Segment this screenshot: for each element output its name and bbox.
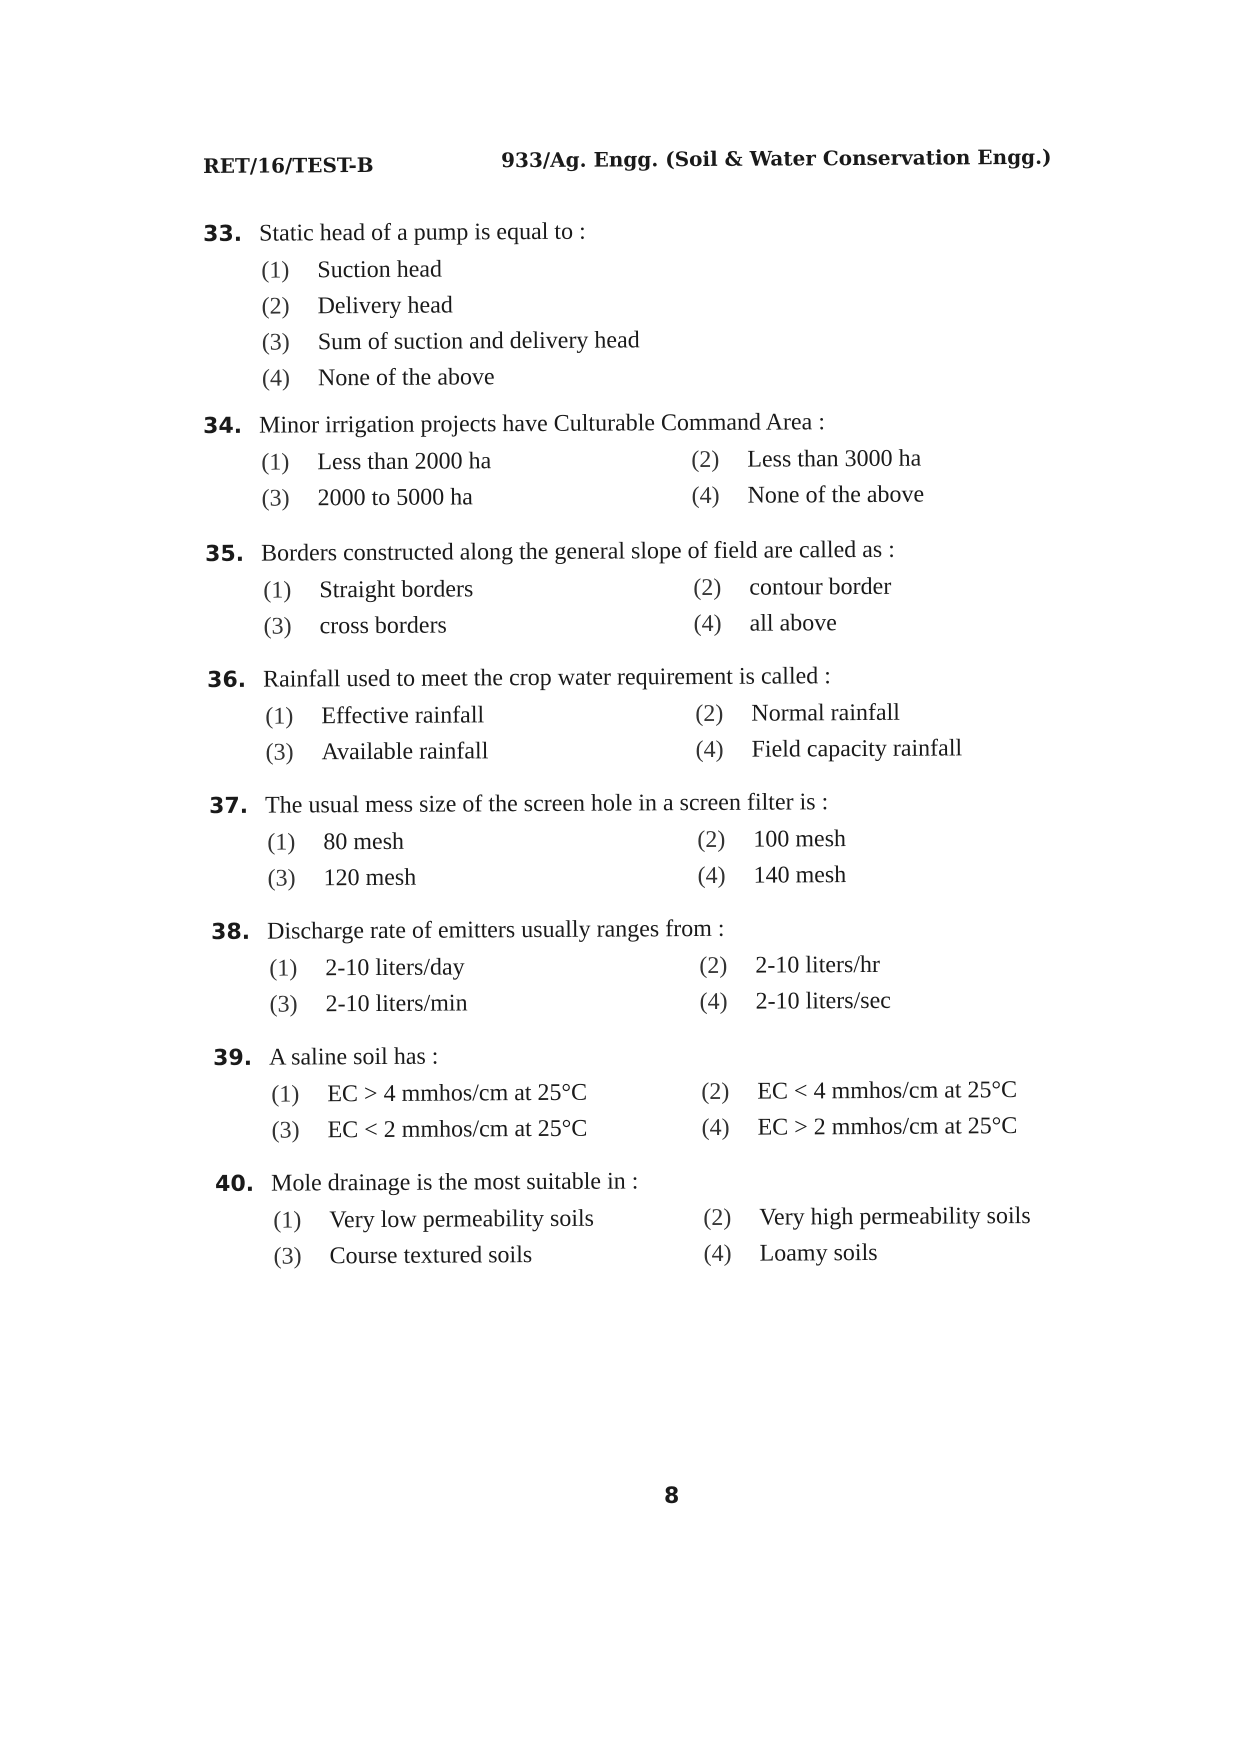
answer-option (262, 359, 495, 396)
option-text: 2-10 liters/day (325, 954, 465, 982)
answer-option (271, 1111, 587, 1149)
answer-option (271, 1075, 587, 1113)
option-text: EC < 4 mmhos/cm at 25°C (757, 1077, 1018, 1105)
answer-option (701, 1072, 1017, 1110)
option-text: Field capacity rainfall (751, 735, 963, 763)
option-text: EC > 2 mmhos/cm at 25°C (757, 1113, 1018, 1141)
option-text: Less than 3000 ha (747, 445, 922, 473)
option-text: Course textured soils (329, 1242, 533, 1270)
option-label: (2) (697, 826, 726, 854)
option-text: 2-10 liters/sec (755, 987, 891, 1015)
option-row (261, 440, 1103, 481)
option-row (269, 982, 1111, 1023)
option-text: Straight borders (319, 576, 474, 604)
option-row (261, 476, 1103, 517)
option-label: (2) (693, 574, 722, 602)
option-label: (3) (263, 613, 292, 640)
question-number: 38. (211, 919, 251, 945)
option-text: Very high permeability soils (759, 1203, 1031, 1231)
answer-option (701, 1108, 1017, 1146)
option-row (265, 730, 1107, 771)
option-label: (2) (695, 700, 724, 728)
question-stem (207, 657, 1107, 699)
subject-title: 933/Ag. Engg. (Soil & Water Conservation Engg.) (500, 144, 1052, 173)
option-text: 80 mesh (323, 828, 405, 856)
option-row (263, 604, 1105, 645)
option-row (263, 568, 1105, 609)
page-number: 8 (664, 1484, 680, 1509)
option-row (271, 1108, 1113, 1149)
question-number: 34. (203, 413, 243, 439)
option-label: (1) (261, 449, 290, 476)
option-label: (3) (267, 865, 296, 892)
question-text: A saline soil has : (269, 1043, 439, 1071)
answer-option (703, 1235, 877, 1272)
option-label: (4) (691, 482, 720, 510)
option-label: (3) (261, 485, 290, 512)
option-text: Sum of suction and delivery head (317, 327, 640, 356)
option-row (269, 946, 1111, 987)
option-label: (4) (699, 988, 728, 1016)
answer-option (695, 695, 900, 732)
option-text: cross borders (319, 612, 447, 640)
answer-option (691, 441, 921, 478)
option-label: (2) (699, 952, 728, 980)
option-label: (3) (271, 1117, 300, 1144)
option-label: (3) (265, 739, 294, 766)
option-label: (3) (273, 1243, 302, 1270)
option-row (271, 1072, 1113, 1113)
option-label: (4) (261, 365, 291, 392)
question-stem (205, 531, 1105, 573)
answer-option (267, 860, 416, 897)
answer-option (265, 697, 484, 734)
question-number: 37. (209, 793, 249, 819)
question-block (203, 211, 1104, 397)
options-list (265, 694, 1107, 771)
option-label: (1) (261, 257, 290, 284)
question-block (209, 783, 1110, 897)
answer-option (265, 733, 488, 770)
option-row (273, 1198, 1115, 1239)
answer-option (697, 821, 846, 858)
answer-option (695, 730, 962, 768)
option-row (267, 856, 1109, 897)
question-text: Mole drainage is the most suitable in : (271, 1168, 639, 1197)
option-text: contour border (749, 573, 892, 601)
option-text: Loamy soils (759, 1239, 878, 1267)
option-row (262, 320, 1104, 361)
option-label: (2) (691, 446, 720, 474)
option-text: Less than 2000 ha (317, 448, 492, 476)
option-label: (1) (265, 703, 294, 730)
paper-code: RET/16/TEST-B (203, 152, 374, 178)
answer-option (693, 569, 891, 606)
option-label: (2) (701, 1078, 730, 1106)
question-block (207, 657, 1108, 771)
option-text: 2-10 liters/min (325, 990, 468, 1018)
option-text: Normal rainfall (751, 699, 901, 727)
answer-option (691, 477, 924, 514)
option-row (273, 1234, 1115, 1275)
option-label: (3) (269, 991, 298, 1018)
option-label: (4) (695, 736, 724, 764)
option-text: Effective rainfall (321, 702, 485, 730)
answer-option (699, 983, 891, 1020)
option-text: Delivery head (317, 292, 453, 320)
options-list (273, 1198, 1115, 1275)
answer-option (261, 287, 452, 324)
question-text: The usual mess size of the screen hole in a screen filter is : (265, 789, 829, 819)
option-row (262, 355, 1104, 396)
question-block (211, 909, 1112, 1023)
option-text: 120 mesh (323, 864, 417, 892)
answer-option (273, 1237, 532, 1275)
option-text: 140 mesh (753, 862, 847, 889)
question-number: 39. (213, 1045, 253, 1071)
option-text: 2-10 liters/hr (755, 951, 881, 979)
question-stem (203, 403, 1103, 445)
question-block (215, 1161, 1116, 1275)
question-stem (209, 783, 1109, 825)
option-text: EC > 4 mmhos/cm at 25°C (327, 1079, 588, 1108)
option-label: (3) (261, 329, 290, 356)
answer-option (273, 1201, 594, 1239)
page-header (203, 145, 1103, 186)
answer-option (269, 985, 467, 1022)
option-text: None of the above (317, 364, 495, 392)
answer-option (261, 479, 473, 516)
question-text: Borders constructed along the general slope of field are called as : (261, 536, 895, 567)
answer-option (703, 1198, 1031, 1236)
option-text: 100 mesh (753, 826, 847, 853)
option-label: (4) (697, 862, 726, 890)
option-label: (4) (693, 610, 722, 638)
options-list (269, 946, 1111, 1023)
question-number: 36. (207, 667, 247, 693)
answer-option (263, 571, 473, 608)
option-row (261, 284, 1103, 325)
question-text: Static head of a pump is equal to : (259, 218, 586, 247)
answer-option (699, 947, 880, 984)
answer-option (261, 443, 491, 480)
answer-option (261, 252, 442, 289)
question-text: Minor irrigation projects have Culturable Command Area : (259, 409, 826, 439)
option-label: (4) (703, 1240, 732, 1268)
option-text: EC < 2 mmhos/cm at 25°C (327, 1115, 588, 1144)
option-label: (1) (263, 577, 292, 604)
option-text: None of the above (747, 481, 925, 509)
option-text: 2000 to 5000 ha (317, 484, 473, 512)
options-list (263, 568, 1105, 645)
option-text: Suction head (317, 256, 443, 284)
answer-option (263, 608, 447, 645)
option-row (267, 820, 1109, 861)
option-row (261, 248, 1103, 289)
option-text: all above (749, 610, 837, 637)
question-text: Rainfall used to meet the crop water requirement is called : (263, 663, 831, 693)
question-number: 40. (215, 1171, 255, 1197)
option-text: Very low permeability soils (329, 1205, 595, 1234)
answer-option (697, 857, 846, 894)
options-list (261, 440, 1103, 517)
question-stem (213, 1035, 1113, 1077)
question-block (213, 1035, 1114, 1149)
question-stem (211, 909, 1111, 951)
question-number: 35. (205, 541, 245, 567)
option-label: (4) (701, 1114, 730, 1142)
options-list (261, 248, 1104, 397)
question-number: 33. (203, 221, 243, 247)
option-label: (2) (261, 293, 290, 320)
answer-option (267, 824, 404, 861)
option-label: (1) (269, 955, 298, 982)
question-block (205, 531, 1106, 645)
options-list (267, 820, 1109, 897)
answer-option (693, 605, 837, 642)
option-row (265, 694, 1107, 735)
option-label: (1) (273, 1207, 302, 1234)
question-stem (215, 1161, 1115, 1203)
option-label: (2) (703, 1204, 732, 1232)
option-text: Available rainfall (321, 738, 489, 766)
options-list (271, 1072, 1113, 1149)
option-label: (1) (267, 829, 296, 856)
answer-option (269, 949, 465, 986)
question-text: Discharge rate of emitters usually ranges from : (267, 915, 725, 945)
option-label: (1) (271, 1081, 300, 1108)
question-block (203, 403, 1104, 517)
question-stem (203, 211, 1103, 253)
answer-option (262, 322, 640, 360)
